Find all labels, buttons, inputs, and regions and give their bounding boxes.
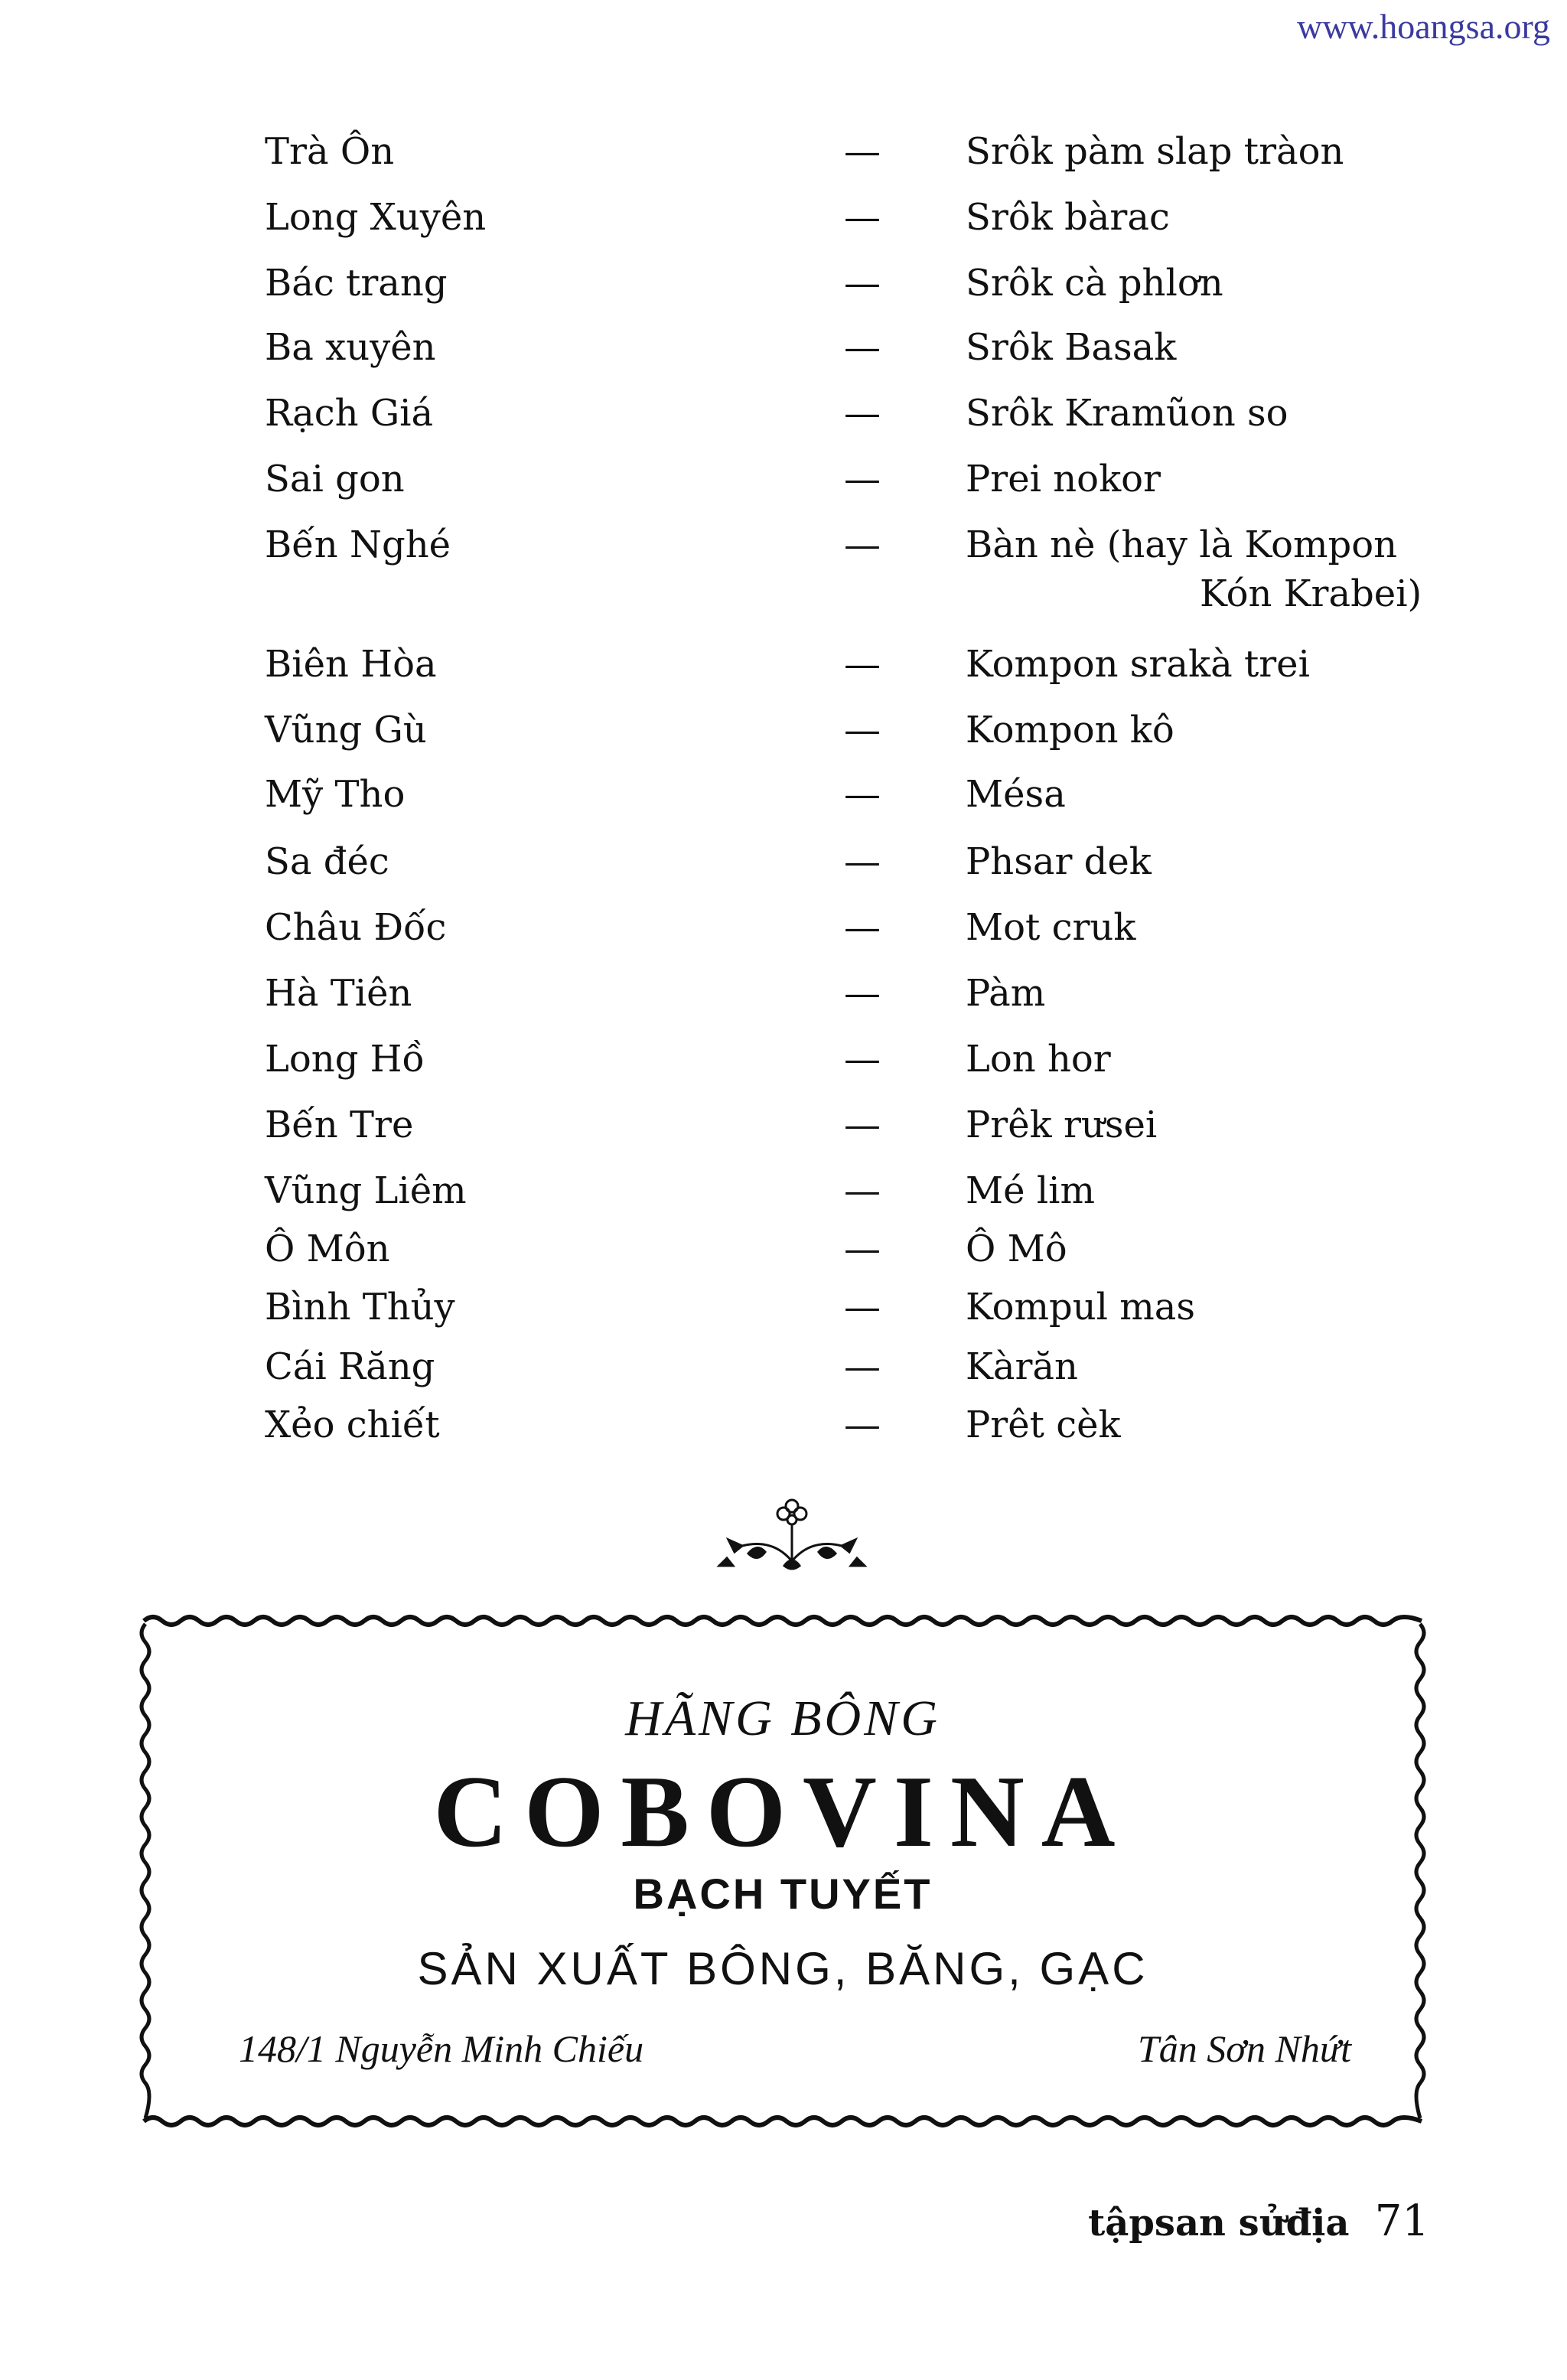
- watermark-url: www.hoangsa.org: [1297, 7, 1550, 46]
- list-item: [0, 1344, 1567, 1405]
- khmer-name: Phsar dek: [966, 840, 1152, 883]
- list-item: [0, 1036, 1567, 1097]
- list-item: [0, 194, 1567, 256]
- ad-brand-name: COBOVINA: [433, 1755, 1132, 1868]
- list-item: [0, 1226, 1567, 1287]
- list-item: [0, 1284, 1567, 1345]
- vietnamese-name: Sai gon: [265, 458, 405, 500]
- khmer-name: Pàm: [966, 972, 1046, 1015]
- vietnamese-name: Ba xuyên: [265, 326, 436, 369]
- vietnamese-name: Xẻo chiết: [265, 1404, 440, 1446]
- page-footer: [1088, 2196, 1429, 2246]
- list-item: [0, 707, 1567, 768]
- khmer-name: Srôk Kramũon so: [966, 392, 1288, 435]
- vietnamese-name: Bến Nghé: [265, 523, 451, 566]
- separator-dash: —: [844, 840, 881, 883]
- ad-location: Tân Sơn Nhứt: [1137, 2027, 1351, 2070]
- separator-dash: —: [844, 130, 881, 173]
- khmer-name: Bàn nè (hay là Kompon: [966, 523, 1398, 566]
- separator-dash: —: [844, 458, 881, 500]
- floral-ornament-icon: [712, 1492, 872, 1576]
- separator-dash: —: [844, 643, 881, 686]
- vietnamese-name: Vũng Gù: [265, 709, 427, 751]
- separator-dash: —: [844, 392, 881, 435]
- vietnamese-name: Hà Tiên: [265, 972, 412, 1015]
- separator-dash: —: [844, 1169, 881, 1212]
- vietnamese-name: Rạch Giá: [265, 392, 434, 435]
- separator-dash: —: [844, 326, 881, 369]
- vietnamese-name: Long Xuyên: [265, 196, 487, 239]
- khmer-name: Srôk bàrac: [966, 196, 1170, 239]
- separator-dash: —: [844, 1104, 881, 1146]
- list-item: [0, 522, 1567, 637]
- ad-product-line: BẠCH TUYẾT: [633, 1870, 933, 1918]
- list-item: [0, 456, 1567, 517]
- khmer-name: Prei nokor: [966, 458, 1161, 500]
- khmer-name: Srôk pàm slap tràon: [966, 130, 1344, 173]
- list-item: [0, 1168, 1567, 1229]
- khmer-name: Mésa: [966, 773, 1066, 816]
- khmer-name: Kompul mas: [966, 1286, 1195, 1329]
- khmer-name: Srôk cà phlơn: [966, 262, 1223, 305]
- vietnamese-name: Sa đéc: [265, 840, 389, 883]
- list-item: [0, 324, 1567, 386]
- separator-dash: —: [844, 523, 881, 566]
- ad-brand-prefix: HÃNG BÔNG: [625, 1690, 940, 1746]
- list-item: [0, 641, 1567, 703]
- khmer-name: Prêt cèk: [966, 1404, 1121, 1446]
- separator-dash: —: [844, 1286, 881, 1329]
- list-item: [0, 1102, 1567, 1163]
- khmer-name: Prêk rưsei: [966, 1104, 1158, 1146]
- list-item: [0, 129, 1567, 190]
- ad-tagline: SẢN XUẤT BÔNG, BĂNG, GẠC: [417, 1943, 1148, 1994]
- vietnamese-name: Cái Răng: [265, 1345, 435, 1388]
- list-item: [0, 771, 1567, 833]
- separator-dash: —: [844, 1227, 881, 1270]
- vietnamese-name: Long Hồ: [265, 1038, 425, 1081]
- khmer-name: Ô Mô: [966, 1227, 1067, 1270]
- list-item: [0, 1402, 1567, 1463]
- vietnamese-name: Biên Hòa: [265, 643, 437, 686]
- khmer-name: Lon hor: [966, 1038, 1111, 1081]
- separator-dash: —: [844, 906, 881, 949]
- vietnamese-name: Bến Tre: [265, 1104, 414, 1146]
- vietnamese-name: Bác trang: [265, 262, 448, 305]
- separator-dash: —: [844, 709, 881, 751]
- separator-dash: —: [844, 1038, 881, 1081]
- khmer-name: Kompon srakà trei: [966, 643, 1310, 686]
- khmer-name: Mé lim: [966, 1169, 1096, 1212]
- page-number: 71: [1374, 2196, 1429, 2246]
- vietnamese-name: Vũng Liêm: [265, 1169, 467, 1212]
- separator-dash: —: [844, 1404, 881, 1446]
- list-item: [0, 390, 1567, 452]
- separator-dash: —: [844, 972, 881, 1015]
- separator-dash: —: [844, 773, 881, 816]
- list-item: [0, 905, 1567, 966]
- vietnamese-name: Bình Thủy: [265, 1286, 455, 1329]
- khmer-name: Kàrăn: [966, 1345, 1078, 1388]
- ad-address: 148/1 Nguyễn Minh Chiếu: [239, 2027, 644, 2070]
- separator-dash: —: [844, 196, 881, 239]
- vietnamese-name: Trà Ôn: [265, 130, 395, 173]
- list-item: [0, 970, 1567, 1032]
- list-item: [0, 260, 1567, 321]
- list-item: [0, 839, 1567, 900]
- khmer-name-continued: Kón Krabei): [1200, 572, 1422, 615]
- khmer-name: Mot cruk: [966, 906, 1136, 949]
- publication-name: tậpsan sửđịa: [1088, 2202, 1350, 2245]
- khmer-name: Srôk Basak: [966, 326, 1177, 369]
- khmer-name: Kompon kô: [966, 709, 1174, 751]
- separator-dash: —: [844, 1345, 881, 1388]
- vietnamese-name: Mỹ Tho: [265, 773, 406, 816]
- advertisement-box: [138, 1607, 1428, 2135]
- vietnamese-name: Ô Môn: [265, 1227, 390, 1270]
- separator-dash: —: [844, 262, 881, 305]
- vietnamese-name: Châu Đốc: [265, 906, 447, 949]
